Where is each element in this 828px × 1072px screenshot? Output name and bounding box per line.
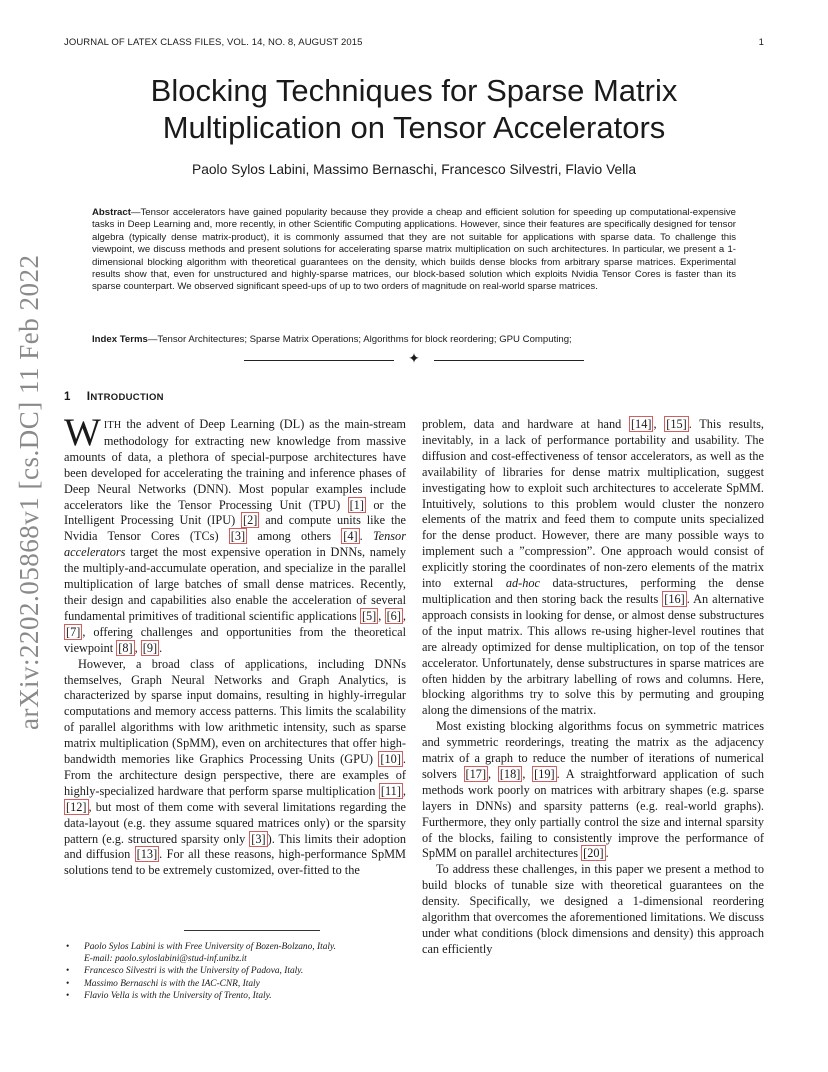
drop-cap: W — [64, 411, 101, 454]
paper-title: Blocking Techniques for Sparse Matrix Multiplication on Tensor Accelerators — [150, 73, 678, 145]
abstract-text: —Tensor accelerators have gained popularity because they provide a cheap and efficient solution for speeding up computational-expensive tasks in Deep Learning and, more recently, in other Scientific Computing applications. However, since their features are specifically designed for tensor algebra (typically dense matrix-product), it is commonly assumed that they are not suitable for applications with sparse data. To challenge this viewpoint, we discuss methods and present solutions for accelerating sparse matrix multiplication on such architectures. In particular, we present a 1-dimensional blocking algorithm with theoretical guarantees on the density, which builds dense blocks from arbitrary sparse matrices. Experimental results show that, even for unstructured and highly-sparse matrices, our block-based solution which exploits Nvidia Tensor Cores is faster than its sparse counterpart. We observed significant speed-ups of up to two orders of magnitude on real-world sparse matrices. — [92, 207, 736, 293]
section-heading — [64, 389, 164, 403]
citation-link[interactable]: [20] — [583, 846, 604, 861]
section-divider — [244, 352, 584, 367]
right-column — [422, 417, 764, 958]
footnote-item: • Massimo Bernaschi is with the IAC-CNR, Italy — [64, 978, 406, 990]
citation-link[interactable]: [16] — [664, 591, 685, 606]
citation-link[interactable]: [15] — [666, 417, 687, 431]
citation-link[interactable]: [3] — [251, 831, 266, 846]
footnote-item: • Flavio Vella is with the University of Trento, Italy. — [64, 990, 406, 1002]
citation-link[interactable]: [10] — [380, 752, 401, 767]
index-terms-text: —Tensor Architectures; Sparse Matrix Operations; Algorithms for block reordering; GPU Computing; — [147, 334, 572, 345]
divider-line-right — [434, 360, 584, 361]
citation-link[interactable]: [18] — [499, 766, 521, 781]
abstract — [92, 207, 736, 294]
footnote-rule — [184, 930, 320, 931]
citation-link[interactable]: [8] — [118, 640, 133, 655]
citation-link[interactable]: [13] — [136, 847, 158, 862]
page-number: 1 — [758, 37, 764, 48]
section-title-rest: NTRODUCTION — [90, 392, 164, 403]
index-terms-label: Index Terms — [92, 334, 148, 345]
citation-link[interactable]: [11] — [380, 783, 401, 798]
citation-link[interactable]: [17] — [465, 766, 487, 781]
section-number: 1 — [64, 391, 71, 403]
citation-link[interactable]: [5] — [361, 608, 377, 623]
footnote-item: • Francesco Silvestri is with the University of Padova, Italy. — [64, 965, 406, 977]
footnote-list — [64, 941, 406, 1002]
divider-line-left — [244, 360, 394, 361]
author-list: Paolo Sylos Labini, Massimo Bernaschi, Francesco Silvestri, Flavio Vella — [192, 162, 636, 177]
footnote-item: • Paolo Sylos Labini is with Free University of Bozen-Bolzano, Italy. E-mail: paolo.syloslabini@stud-inf.unibz.it — [64, 941, 406, 965]
citation-link[interactable]: [14] — [630, 417, 652, 431]
abstract-label: Abstract — [92, 207, 131, 218]
paragraph: WITH the advent of Deep Learning (DL) as the main-stream methodology for extracting new knowledge from massive amounts of data, a plethora of special-purpose architectures have been developed for accelerating the training and inference phases of Deep Neural Networks (DNN). Most popular examples include accelerators like the Tensor Processing Unit (TPU) [1] or the Intelligent Processing Unit (IPU) [2] and compute units like the Nvidia Tensor Cores (TCs) [3] among others [4] . Tensor accelerators target the most expensive operation in DNNs, namely the multiply-and-accumulate operation, and specialize in the parallel multiplication of large batches of small dense matrices. Recently, their design and capabilities also enable the acceleration of several fundamental primitives of traditional scientific applications [5] , [6] , [7] , offering challenges and opportunities from the theoretical viewpoint [8] , [9] . — [64, 411, 406, 655]
citation-link[interactable]: [2] — [243, 513, 258, 528]
citation-link[interactable]: [6] — [386, 608, 401, 623]
divider-star-icon: ✦ — [408, 352, 420, 367]
paragraph: To address these challenges, in this paper we present a method to build blocks of tunable size with theoretical guarantees on the density. Specifically, we designed a 1-dimensional reordering algorithm that overcomes the aforementioned limitations. We discuss under what conditions (block dimensions and density) this approach can efficiently — [422, 862, 764, 956]
running-header — [64, 37, 764, 48]
paragraph: problem, data and hardware at hand [14] , [15] . This results, inevitably, in a lack of performance portability and usability. The diffusion and cost-effectiveness of tensor accelerators, as well as the availability of libraries for dense matrix multiplication, suggest investigating how to exploit such architectures to accelerate SpMM. Intuitively, solutions to this problem would cluster the nonzero elements of the matrix and feed them to compute units specialized for the dense product. However, there are many possible ways to implement such a ”compression”. One approach would consist of explicitly storing the coordinates of non-zero elements of the matrix into external ad-hoc data-structures, performing the dense multiplication and then storing back the results [16] . An alternative approach consists in looking for dense, or almost dense substructures of the input matrix. This allows re-using higher-level routines that are already optimized for dense multiplication, on top of the tensor accelerator. Unfortunately, dense substructures in sparse matrices are often hidden by the arbitrary labelling of rows and columns. Here, blocking algorithms try to solve this by permuting and grouping along the dimensions of the matrix. — [422, 417, 764, 718]
arxiv-stamp: arXiv:2202.05868v1 [cs.DC] 11 Feb 2022 — [14, 254, 44, 730]
index-terms — [92, 334, 736, 345]
section-title-initial: I — [86, 389, 91, 403]
citation-link[interactable]: [9] — [142, 640, 158, 655]
citation-link[interactable]: [4] — [343, 529, 358, 544]
journal-name: JOURNAL OF LATEX CLASS FILES, VOL. 14, NO. 8, AUGUST 2015 — [64, 37, 363, 48]
paragraph: However, a broad class of applications, including DNNs themselves, Graph Neural Networks and Graph Analytics, is characterized by sparse input domains, resulting in highly-irregular computations and memory access patterns. This limits the scalability of parallel algorithms with low arithmetic intensity, such as sparse matrix multiplication (SpMM), even on architectures that offer high-bandwidth memories like Graphics Processing Units (GPU) [10] . From the architecture design perspective, there are examples of highly-specialized hardware that perform sparse multiplication [11] , [12] , but most of them come with several limitations regarding the data-layout (e.g. they assume squared matrices only) or the sparsity pattern (e.g. structured sparsity only [3] ). This limits their adoption and diffusion [13] . For all these reasons, high-performance SpMM solutions tend to be extremely customized, over-fitted to the — [64, 656, 406, 878]
citation-link[interactable]: [3] — [230, 529, 246, 544]
citation-link[interactable]: [7] — [66, 624, 81, 639]
footnote-email: E-mail: paolo.syloslabini@stud-inf.unibz.it — [84, 954, 247, 965]
citation-link[interactable]: [12] — [66, 799, 87, 814]
left-column — [64, 411, 406, 879]
citation-link[interactable]: [19] — [534, 766, 555, 781]
paragraph: Most existing blocking algorithms focus on symmetric matrices and symmetric reorderings, treating the matrix as the adjacency matrix of a graph to reduce the number of iterations of numerical solvers [17] , [18] , [19] . A straightforward application of such methods work poorly on matrices with arbitrary shapes (e.g. sparse layers in DNNs) and sparsity patterns (e.g. real-world graphs). Furthermore, they only partially control the size and internal sparsity of the blocks, failing to consistently improve the performance of SpMM on parallel architectures [20] . — [422, 719, 764, 861]
citation-link[interactable]: [1] — [349, 497, 364, 512]
